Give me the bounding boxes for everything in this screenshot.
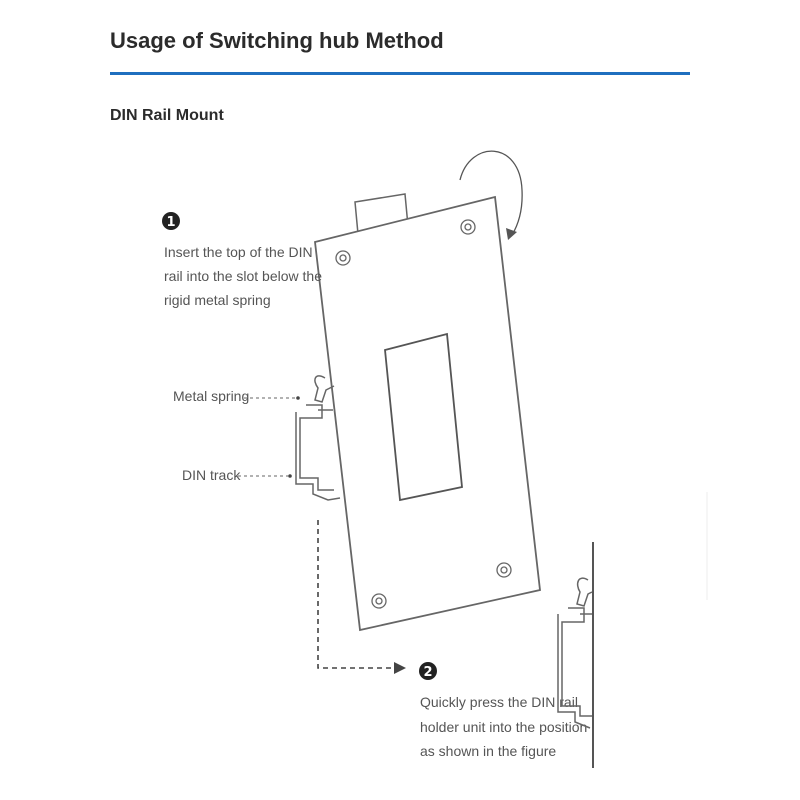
screw-bottom-left [372, 594, 386, 608]
step-2-number: 2 [423, 665, 433, 680]
leader-dot-track [288, 474, 292, 478]
step-2-marker [419, 662, 437, 680]
screw-top-left [336, 251, 350, 265]
step-2-line-1: Quickly press the DIN rail [420, 694, 578, 710]
label-leader-lines [238, 398, 296, 476]
screw-top-right [461, 220, 475, 234]
section-heading: DIN Rail Mount [110, 107, 224, 124]
step-1-line-1: Insert the top of the DIN [164, 244, 313, 260]
step-2-line-2: holder unit into the position [420, 719, 588, 735]
step-1-number: 1 [166, 215, 176, 230]
din-track-label: DIN track [182, 467, 241, 483]
step-1-line-2: rail into the slot below the [164, 268, 322, 284]
step-1-instruction [164, 244, 326, 308]
step-2-line-3: as shown in the figure [420, 743, 557, 759]
step-1-line-3: rigid metal spring [164, 292, 271, 308]
step-2-instruction [420, 694, 591, 759]
screw-bottom-right [497, 563, 511, 577]
page-title: Usage of Switching hub Method [110, 28, 444, 53]
metal-spring-label: Metal spring [173, 388, 250, 404]
step-1-marker [162, 212, 180, 230]
leader-dot-spring [296, 396, 300, 400]
